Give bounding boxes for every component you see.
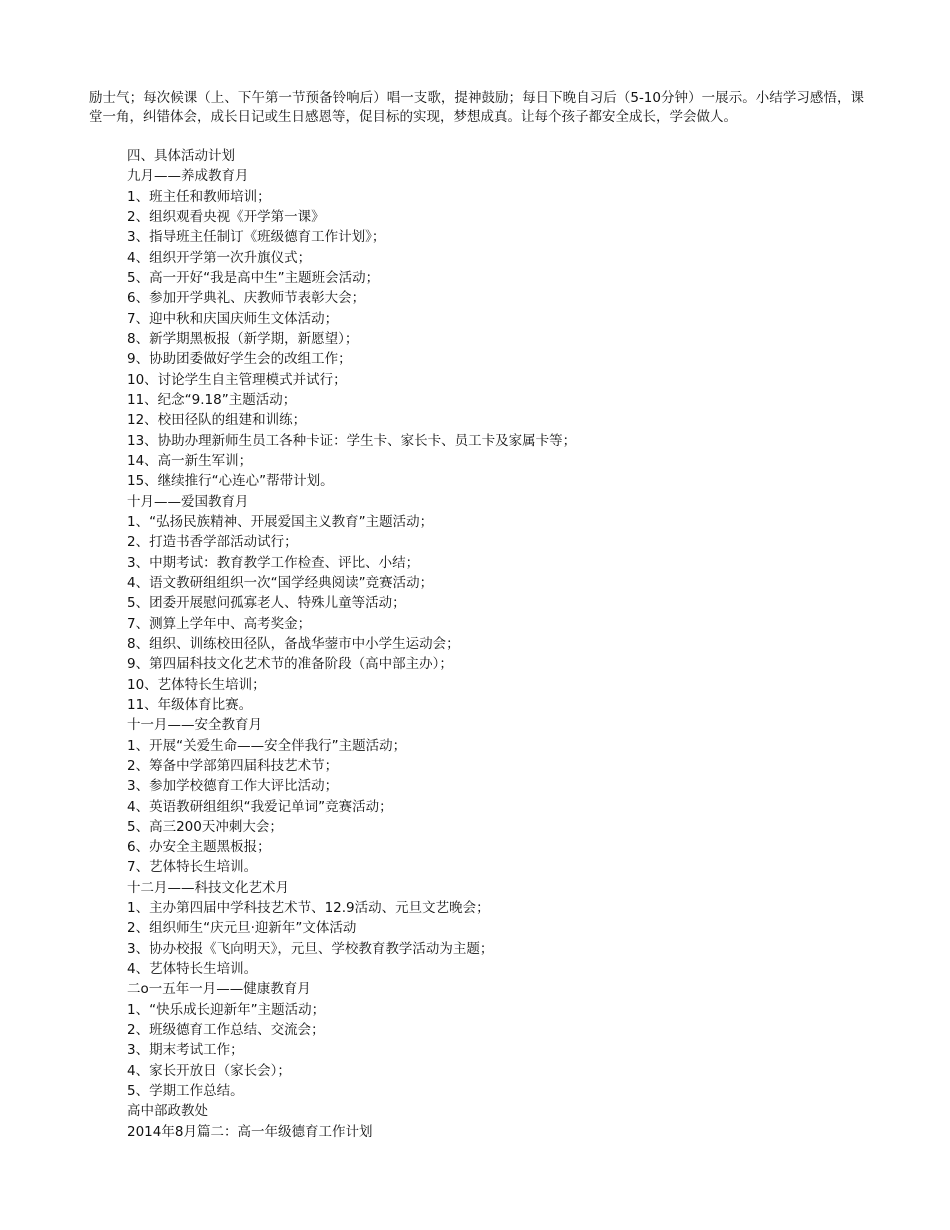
text-line: 1、主办第四届中学科技艺术节、12.9活动、元旦文艺晚会； (127, 900, 490, 917)
text-line: 4、家长开放日（家长会）； (127, 1062, 291, 1079)
text-line: 11、纪念“9.18”主题活动； (127, 391, 297, 408)
text-line: 4、组织开学第一次升旗仪式； (127, 249, 312, 266)
text-line: 十一月——安全教育月 (127, 717, 262, 734)
text-line: 5、高一开好“我是高中生”主题班会活动； (127, 269, 380, 286)
text-line: 9、第四届科技文化艺术节的准备阶段（高中部主办）； (127, 656, 453, 673)
text-line: 6、办安全主题黑板报； (127, 839, 271, 856)
text-line: 8、新学期黑板报（新学期，新愿望）； (127, 330, 359, 347)
text-line: 7、测算上学年中、高考奖金； (127, 615, 312, 632)
text-line: 6、参加开学典礼、庆教师节表彰大会； (127, 290, 366, 307)
text-line: 3、中期考试：教育教学工作检查、评比、小结； (127, 554, 420, 571)
text-line: 四、具体活动计划 (127, 148, 235, 164)
text-line: 3、参加学校德育工作大评比活动； (127, 778, 339, 795)
text-line: 4、语文教研组组织一次“国学经典阅读”竞赛活动； (127, 574, 434, 591)
text-line: 5、高三200天冲刺大会； (127, 818, 283, 835)
text-line: 2、打造书香学部活动试行； (127, 534, 298, 551)
text-line: 1、开展“关爱生命——安全伴我行”主题活动； (127, 737, 407, 754)
text-line: 2、组织师生“庆元旦·迎新年”文体活动 (127, 920, 357, 937)
text-line: 7、艺体特长生培训。 (127, 859, 258, 876)
text-line: 4、艺体特长生培训。 (127, 961, 258, 978)
text-line: 10、讨论学生自主管理模式并试行； (127, 371, 347, 388)
text-line: 高中部政教处 (127, 1103, 208, 1120)
text-line: 1、“弘扬民族精神、开展爱国主义教育”主题活动； (127, 513, 434, 530)
text-line: 11、年级体育比赛。 (127, 696, 253, 713)
text-line: 2、组织观看央视《开学第一课》 (127, 208, 325, 225)
text-line: 二o一五年一月——健康教育月 (127, 981, 311, 998)
text-line: 1、班主任和教师培训； (127, 188, 271, 205)
text-line: 9、协助团委做好学生会的改组工作； (127, 351, 352, 368)
text-line: 2014年8月篇二：高一年级德育工作计划 (127, 1123, 373, 1140)
text-line: 2、筹备中学部第四届科技艺术节； (127, 757, 339, 774)
text-line: 1、“快乐成长迎新年”主题活动； (127, 1001, 326, 1018)
text-line: 14、高一新生军训； (127, 452, 253, 469)
intro-paragraph: 励士气；每次候课（上、下午第一节预备铃响后）唱一支歌，提神鼓励；每日下晚自习后（5-10分钟）一展示。小结学习感悟，课堂一角，纠错体会，成长日记或生日感恩等，促目标的实现，梦想成真。让每个孩子都安全成长，学会做人。 (89, 90, 864, 125)
text-line: 13、协助办理新师生员工各种卡证：学生卡、家长卡、员工卡及家属卡等； (127, 432, 577, 449)
text-line: 十二月——科技文化艺术月 (127, 879, 289, 896)
text-line: 10、艺体特长生培训； (127, 676, 266, 693)
text-line: 7、迎中秋和庆国庆师生文体活动； (127, 310, 339, 327)
text-line: 十月——爱国教育月 (127, 493, 249, 510)
text-line: 2、班级德育工作总结、交流会； (127, 1022, 325, 1039)
text-line: 5、学期工作总结。 (127, 1083, 244, 1100)
text-line: 8、组织、训练校田径队，备战华蓥市中小学生运动会； (127, 635, 460, 652)
text-line: 3、期末考试工作； (127, 1042, 244, 1059)
text-line: 3、协办校报《飞向明天》，元旦、学校教育教学活动为主题； (127, 940, 494, 957)
text-line: 12、校田径队的组建和训练； (127, 412, 307, 429)
text-line: 九月——养成教育月 (127, 168, 249, 185)
text-line: 15、继续推行“心连心”帮带计划。 (127, 473, 334, 490)
text-line: 3、指导班主任制订《班级德育工作计划》； (127, 229, 386, 246)
text-line: 5、团委开展慰问孤寡老人、特殊儿童等活动； (127, 595, 406, 612)
text-line: 4、英语教研组组织“我爱记单词”竞赛活动； (127, 798, 393, 815)
plan-lines (127, 146, 887, 1142)
